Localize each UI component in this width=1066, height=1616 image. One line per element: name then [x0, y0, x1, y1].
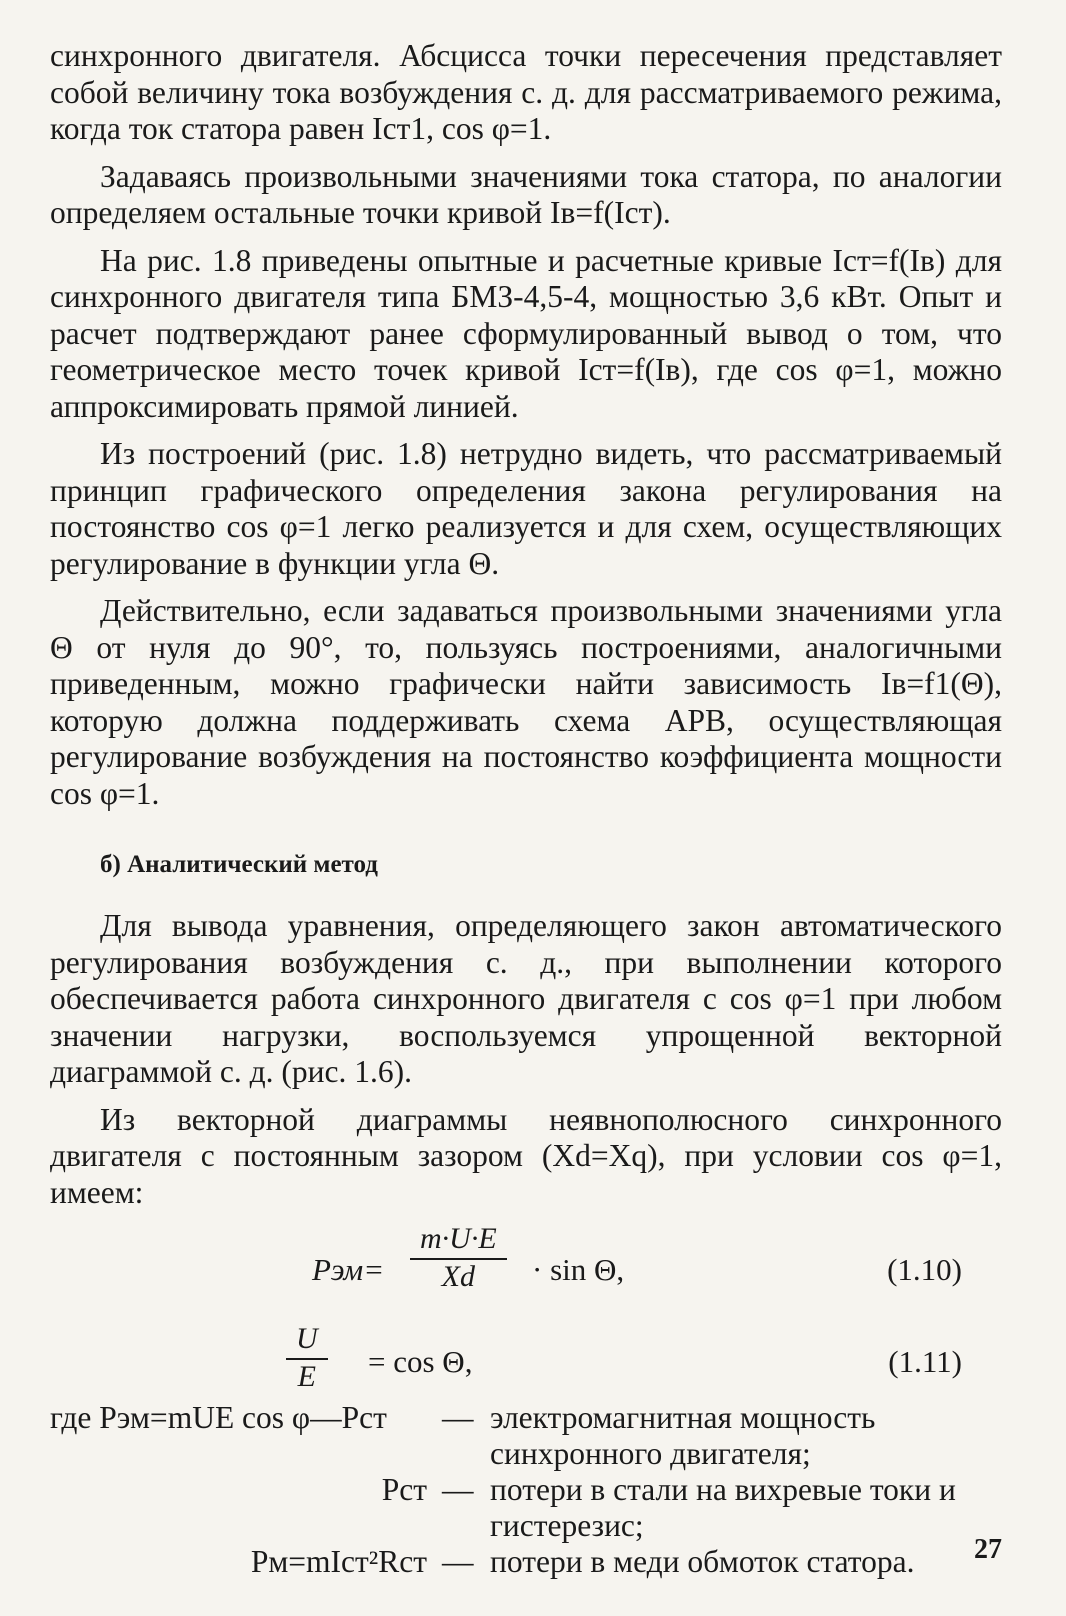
definition-row: [50, 1400, 1002, 1472]
equation-1-11: [50, 1322, 1002, 1400]
definition-row: [50, 1544, 1002, 1616]
paragraph-7: Из векторной диаграммы неявнополюсного синхронного двигателя с постоянным зазором (Xd=Xq), при условии cos φ=1, имеем:: [50, 1101, 1002, 1210]
fraction-numerator: m·U·E: [420, 1222, 497, 1255]
equation-number: (1.10): [887, 1252, 962, 1287]
definition-text: электромагнитная мощность синхронного двигателя;: [490, 1400, 876, 1471]
equation-fraction: [410, 1222, 507, 1294]
page-body: [50, 38, 1002, 1580]
definition-label: где Pэм=mUE cos φ—Pст: [50, 1400, 387, 1435]
fraction-numerator: U: [296, 1322, 318, 1355]
definition-dash: —: [442, 1400, 474, 1435]
equation-number: (1.11): [888, 1344, 962, 1379]
definition-row: [50, 1472, 1002, 1544]
page-number: 27: [974, 1534, 1002, 1565]
equation-rhs: · sin Θ,: [532, 1252, 625, 1287]
fraction-denominator: E: [297, 1360, 316, 1393]
paragraph-2: Задаваясь произвольными значениями тока статора, по аналогии определяем остальные точки кривой Iв=f(Iст).: [50, 158, 1002, 230]
definition-label: Pст: [381, 1472, 427, 1507]
paragraph-3: На рис. 1.8 приведены опытные и расчетные кривые Iст=f(Iв) для синхронного двигателя типа БМЗ-4,5-4, мощностью 3,6 кВт. Опыт и расчет подтверждают ранее сформулированный вывод о том, что геометрическое место точек кривой Iст=f(Iв), где cos φ=1, можно аппроксимировать прямой линией.: [50, 242, 1002, 424]
section-heading: б) Аналитический метод: [100, 851, 378, 878]
definition-text: потери в меди обмоток статора.: [490, 1544, 915, 1579]
definitions-list: [50, 1400, 1002, 1580]
equation-fraction: [286, 1322, 328, 1394]
paragraph-5: Действительно, если задаваться произвольными значениями угла Θ от нуля до 90°, то, пользуясь построениями, аналогичными приведенным, можно графически найти зависимость Iв=f1(Θ), которую должна поддерживать схема АРВ, осуществляющая регулирование возбуждения на постоянство коэффициента мощности cos φ=1.: [50, 593, 1002, 811]
fraction-denominator: Xd: [441, 1260, 475, 1293]
definition-label: Pм=mIст²Rст: [250, 1544, 427, 1579]
definition-dash: —: [442, 1472, 474, 1507]
paragraph-4: Из построений (рис. 1.8) нетрудно видеть, что рассматриваемый принцип графического определения закона регулирования на постоянство cos φ=1 легко реализуется и для схем, осуществляющих регулирование в функции угла Θ.: [50, 436, 1002, 581]
equation-1-10: [50, 1222, 1002, 1322]
paragraph-1: синхронного двигателя. Абсцисса точки пересечения представляет собой величину тока возбуждения с. д. для рассматриваемого режима, когда ток статора равен Iст1, cos φ=1.: [50, 38, 1002, 146]
equation-lhs: Pэм=: [312, 1252, 385, 1287]
paragraph-6: Для вывода уравнения, определяющего закон автоматического регулирования возбуждения с. д., при выполнении которого обеспечивается работа синхронного двигателя с cos φ=1 при любом значении нагрузки, воспользуемся упрощенной векторной диаграммой с. д. (рис. 1.6).: [50, 908, 1002, 1089]
definition-text: потери в стали на вихревые токи и гистерезис;: [490, 1472, 956, 1543]
definition-dash: —: [442, 1544, 474, 1579]
equation-rhs: = cos Θ,: [368, 1344, 473, 1379]
